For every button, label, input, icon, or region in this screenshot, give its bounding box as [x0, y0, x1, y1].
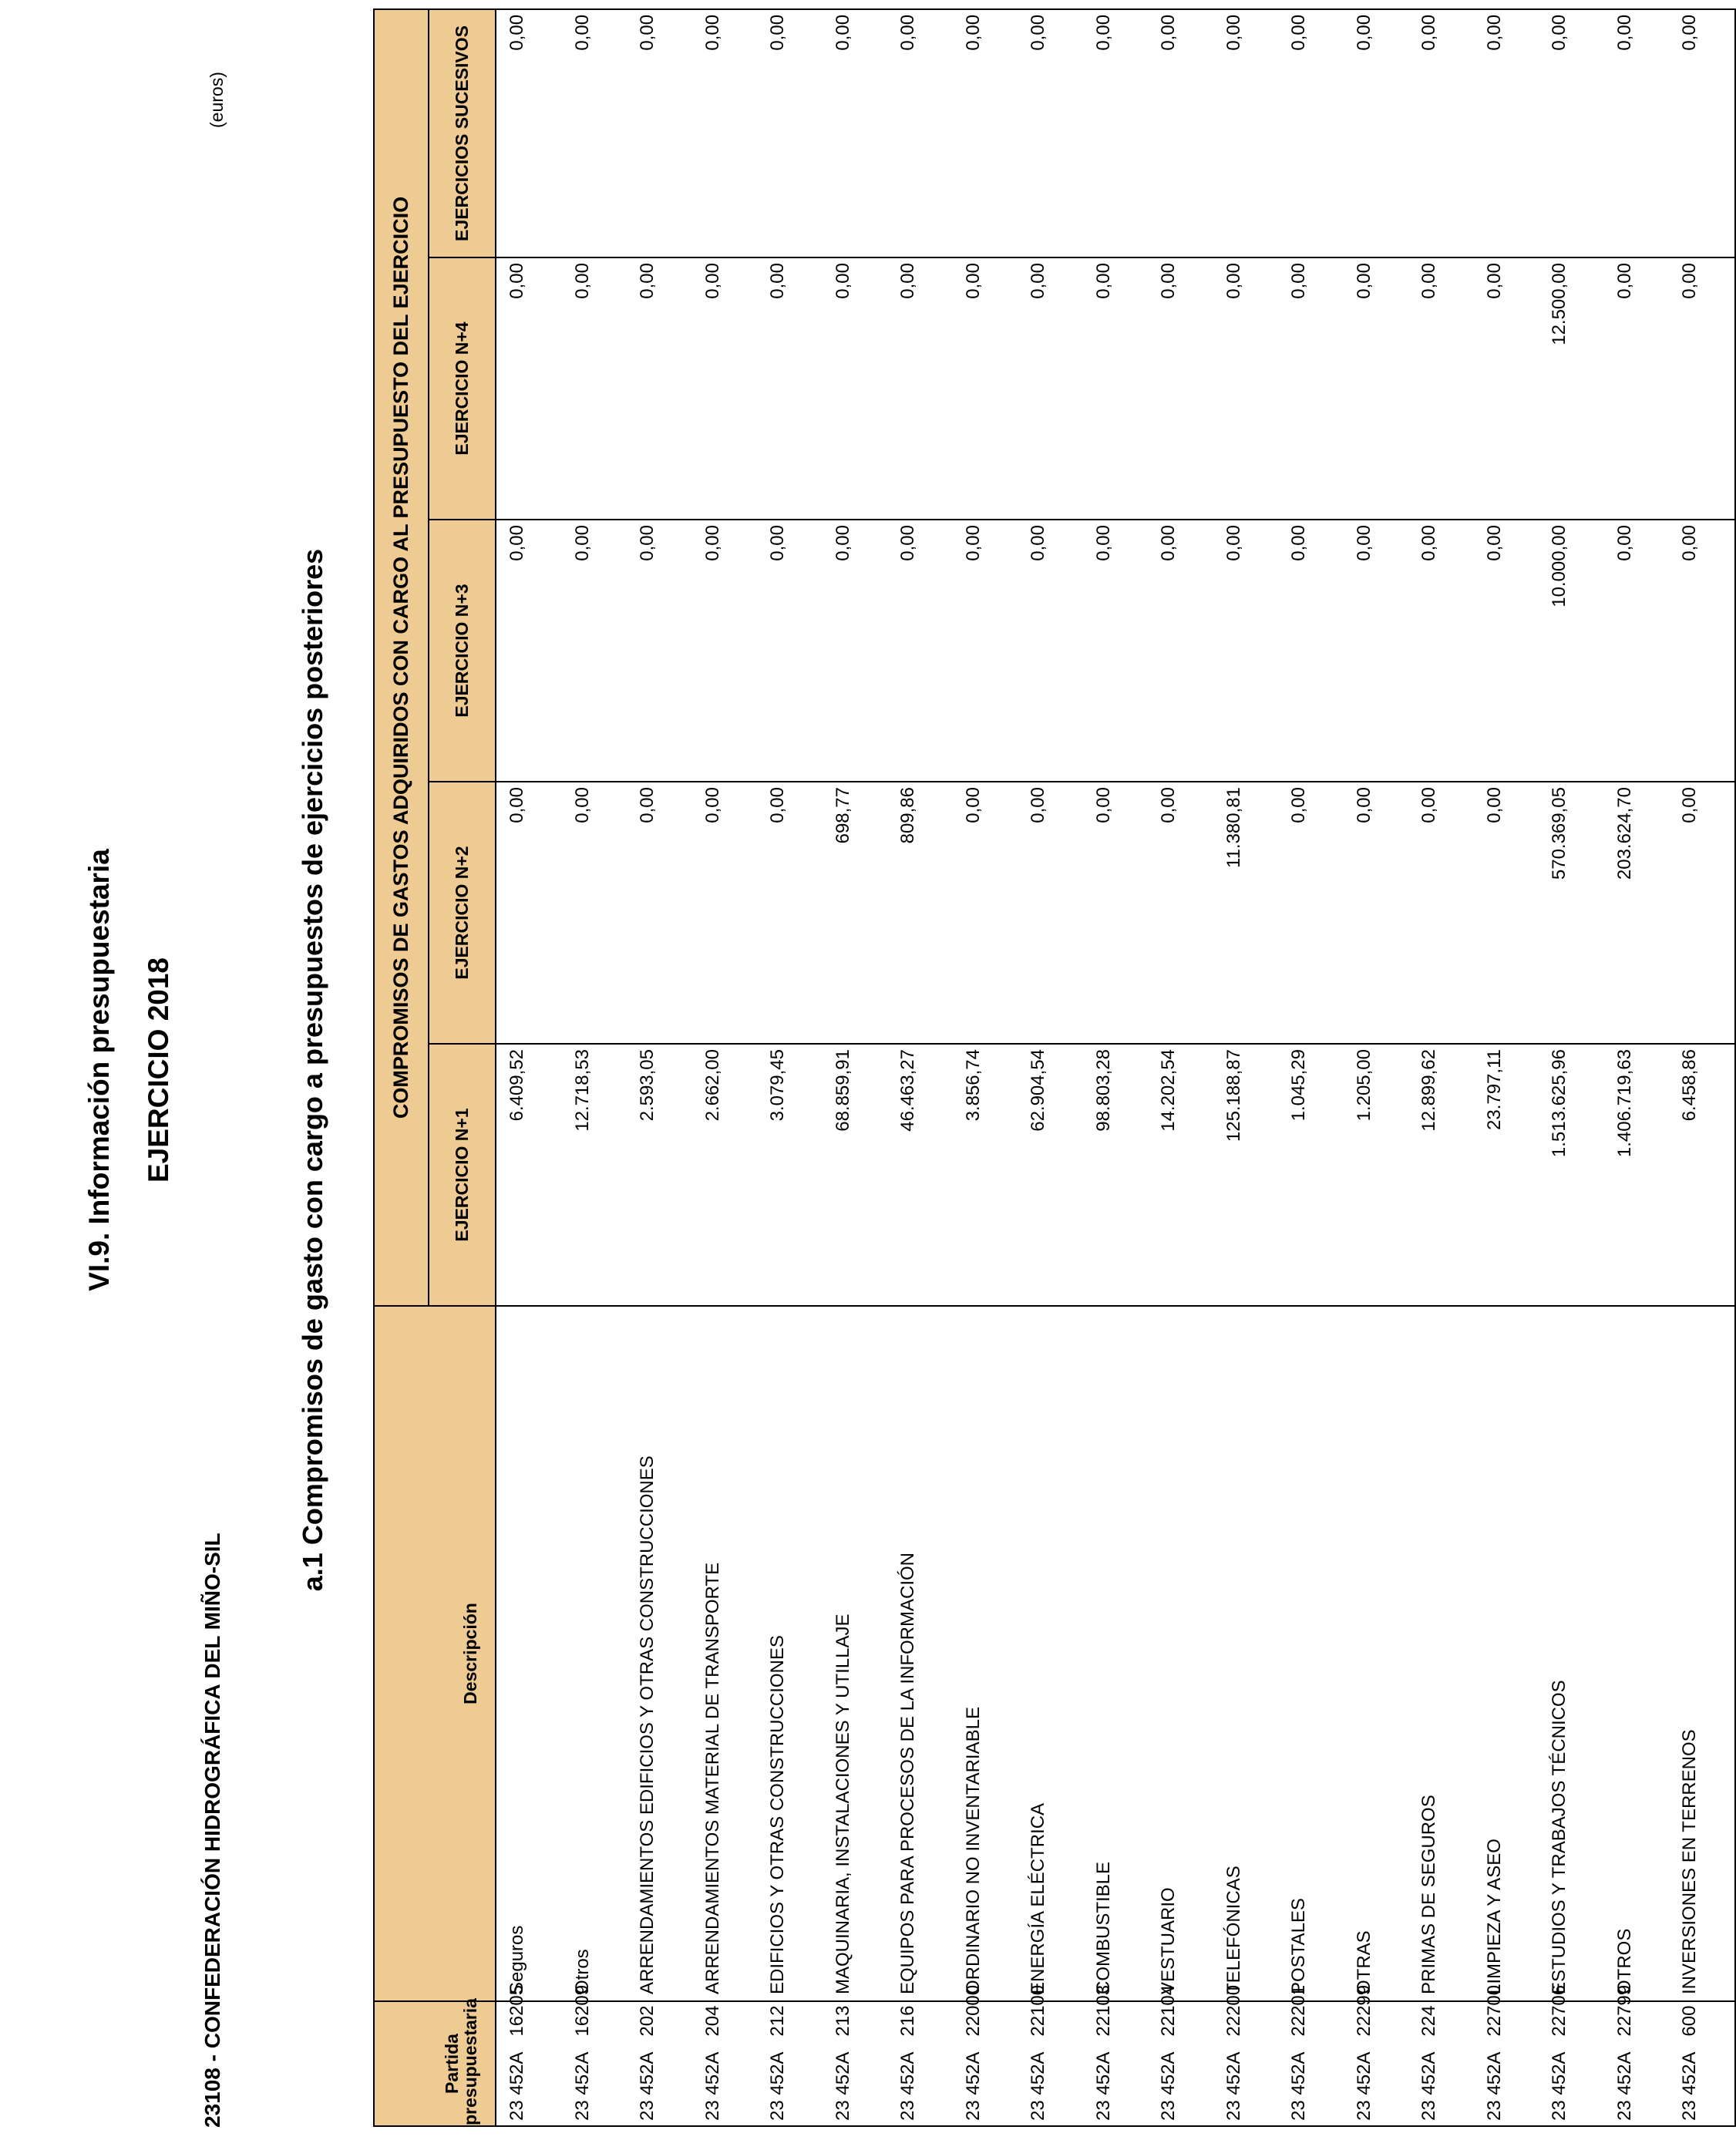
- partida-cell: [1669, 2001, 1735, 2126]
- partida-cell: [1213, 1984, 1279, 2126]
- partida-cell: [1278, 1984, 1344, 2126]
- organization-name: 23108 - CONFEDERACIÓN HIDROGRÁFICA DEL MIÑO-SIL: [200, 1533, 224, 2128]
- sucesivos-cell: 0,00: [1278, 9, 1344, 257]
- partida-cell: [1344, 1984, 1409, 2126]
- n1-cell: 68.859,91: [823, 1044, 888, 1306]
- organica-code: 23: [1028, 2100, 1048, 2121]
- sucesivos-cell: 0,00: [1018, 9, 1083, 257]
- n1-cell: 12.718,53: [562, 1044, 627, 1306]
- partida-cell: [1148, 1984, 1213, 2126]
- programa-code: 452A: [571, 2051, 593, 2095]
- programa-code: 452A: [1483, 2051, 1505, 2095]
- descripcion-cell: Otros: [562, 1306, 627, 2001]
- n3-header: EJERCICIO N+3: [429, 520, 496, 782]
- n3-cell: 0,00: [1213, 520, 1279, 782]
- n3-cell: 0,00: [1083, 520, 1149, 782]
- programa-code: 452A: [962, 2051, 984, 2095]
- concepto-code: 212: [767, 2005, 788, 2037]
- n4-cell: 0,00: [1474, 257, 1539, 520]
- programa-code: 452A: [506, 2051, 527, 2095]
- n1-cell: 1.513.625,96: [1539, 1044, 1604, 1306]
- descripcion-cell: ARRENDAMIENTOS MATERIAL DE TRANSPORTE: [692, 1306, 758, 2001]
- table-row: [1278, 9, 1344, 2126]
- descripcion-cell: ENERGÍA ELÉCTRICA: [1018, 1306, 1083, 2001]
- sucesivos-cell: 0,00: [1213, 9, 1279, 257]
- table-row: [1148, 9, 1213, 2126]
- n4-cell: 0,00: [823, 257, 888, 520]
- organica-code: 23: [1223, 2100, 1244, 2121]
- n1-cell: 3.856,74: [953, 1044, 1018, 1306]
- table-row: [1408, 9, 1474, 2126]
- partida-cell: [562, 1984, 627, 2126]
- n3-cell: 0,00: [1278, 520, 1344, 782]
- n4-header: EJERCICIO N+4: [429, 257, 496, 520]
- table-row: [1669, 9, 1735, 2126]
- n3-cell: 0,00: [823, 520, 888, 782]
- concepto-code: 600: [1679, 2005, 1700, 2037]
- n1-cell: 3.079,45: [757, 1044, 823, 1306]
- concepto-code: 22299: [1353, 1984, 1374, 2037]
- n2-cell: 0,00: [1408, 782, 1474, 1044]
- n3-cell: 0,00: [953, 520, 1018, 782]
- n4-cell: 0,00: [627, 257, 692, 520]
- n3-cell: 0,00: [1408, 520, 1474, 782]
- programa-code: 452A: [1028, 2051, 1048, 2095]
- partida-cell: [1083, 1984, 1149, 2126]
- n4-cell: 0,00: [1148, 257, 1213, 520]
- organica-code: 23: [1613, 2100, 1635, 2121]
- n3-cell: 0,00: [1474, 520, 1539, 782]
- sucesivos-cell: 0,00: [496, 9, 562, 257]
- n2-header: EJERCICIO N+2: [429, 782, 496, 1044]
- n4-cell: 0,00: [562, 257, 627, 520]
- n1-cell: 46.463,27: [887, 1044, 953, 1306]
- concepto-code: 22200: [1223, 1984, 1244, 2037]
- page-title: VI.9. Información presupuestaria: [83, 849, 115, 1291]
- descripcion-cell: INVERSIONES EN TERRENOS: [1669, 1306, 1735, 2001]
- table-row: [1018, 9, 1083, 2126]
- n2-cell: 0,00: [627, 782, 692, 1044]
- n1-cell: 2.593,05: [627, 1044, 692, 1306]
- programa-code: 452A: [1288, 2051, 1309, 2095]
- concepto-code: 216: [897, 2005, 918, 2037]
- descripcion-cell: OTROS: [1604, 1306, 1670, 2001]
- programa-code: 452A: [637, 2051, 658, 2095]
- concepto-code: 202: [637, 2005, 658, 2037]
- descripcion-cell: LIMPIEZA Y ASEO: [1474, 1306, 1539, 2001]
- descripcion-cell: PRIMAS DE SEGUROS: [1408, 1306, 1474, 2001]
- descripcion-cell: MAQUINARIA, INSTALACIONES Y UTILLAJE: [823, 1306, 888, 2001]
- concepto-code: 22104: [1158, 1984, 1179, 2037]
- descripcion-cell: EQUIPOS PARA PROCESOS DE LA INFORMACIÓN: [887, 1306, 953, 2001]
- table-row: [887, 9, 953, 2126]
- n1-header: EJERCICIO N+1: [429, 1044, 496, 1306]
- n4-cell: 0,00: [1213, 257, 1279, 520]
- sucesivos-cell: 0,00: [562, 9, 627, 257]
- organica-code: 23: [1418, 2100, 1439, 2121]
- descripcion-cell: POSTALES: [1278, 1306, 1344, 2001]
- n4-cell: 0,00: [1278, 257, 1344, 520]
- organica-code: 23: [1679, 2100, 1700, 2121]
- n2-cell: 0,00: [1344, 782, 1409, 1044]
- n1-cell: 1.406.719,63: [1604, 1044, 1670, 1306]
- n2-cell: 0,00: [953, 782, 1018, 1044]
- units-label: (euros): [207, 72, 227, 128]
- concepto-code: 22100: [1028, 1984, 1048, 2037]
- sucesivos-cell: 0,00: [627, 9, 692, 257]
- concepto-code: 22706: [1549, 1984, 1569, 2037]
- n1-cell: 6.458,86: [1669, 1044, 1735, 1306]
- partida-cell: [692, 2001, 758, 2126]
- table-row: [627, 9, 692, 2126]
- partida-cell: [496, 1984, 562, 2126]
- organica-code: 23: [767, 2100, 788, 2121]
- sucesivos-cell: 0,00: [692, 9, 758, 257]
- n2-cell: 0,00: [1669, 782, 1735, 1044]
- partida-cell: [1604, 1984, 1670, 2126]
- organica-code: 23: [1483, 2100, 1505, 2121]
- partida-cell: [1408, 2001, 1474, 2126]
- n1-cell: 2.662,00: [692, 1044, 758, 1306]
- n2-cell: 0,00: [757, 782, 823, 1044]
- commitments-group-header: COMPROMISOS DE GASTOS ADQUIRIDOS CON CARGO AL PRESUPUESTO DEL EJERCICIO: [374, 9, 429, 1306]
- n4-cell: 0,00: [757, 257, 823, 520]
- sucesivos-cell: 0,00: [1474, 9, 1539, 257]
- n1-cell: 12.899,62: [1408, 1044, 1474, 1306]
- programa-code: 452A: [767, 2051, 788, 2095]
- concepto-code: 22000: [962, 1984, 984, 2037]
- n3-cell: 0,00: [627, 520, 692, 782]
- table-row: [823, 9, 888, 2126]
- n4-cell: 0,00: [1669, 257, 1735, 520]
- organica-code: 23: [506, 2100, 527, 2121]
- n4-cell: 0,00: [692, 257, 758, 520]
- commitments-table: [373, 8, 1736, 2127]
- organica-code: 23: [571, 2100, 593, 2121]
- n4-cell: 0,00: [953, 257, 1018, 520]
- organica-code: 23: [637, 2100, 658, 2121]
- n2-cell: 0,00: [1278, 782, 1344, 1044]
- organica-code: 23: [1549, 2100, 1569, 2121]
- partida-cell: [887, 2001, 953, 2126]
- n4-cell: 0,00: [496, 257, 562, 520]
- concepto-code: 16205: [506, 1984, 527, 2037]
- sucesivos-cell: 0,00: [823, 9, 888, 257]
- n3-cell: 0,00: [1669, 520, 1735, 782]
- n3-cell: 0,00: [1604, 520, 1670, 782]
- n2-cell: 0,00: [496, 782, 562, 1044]
- programa-code: 452A: [1613, 2051, 1635, 2095]
- concepto-code: 22201: [1288, 1984, 1309, 2037]
- n4-cell: 0,00: [1018, 257, 1083, 520]
- n2-cell: 203.624,70: [1604, 782, 1670, 1044]
- descripcion-cell: Seguros: [496, 1306, 562, 2001]
- descripcion-cell: ARRENDAMIENTOS EDIFICIOS Y OTRAS CONSTRUCCIONES: [627, 1306, 692, 2001]
- sucesivos-cell: 0,00: [1539, 9, 1604, 257]
- n3-cell: 0,00: [1344, 520, 1409, 782]
- concepto-code: 224: [1418, 2005, 1439, 2037]
- n3-cell: 0,00: [757, 520, 823, 782]
- partida-cell: [823, 2001, 888, 2126]
- sucesivos-cell: 0,00: [1604, 9, 1670, 257]
- descripcion-cell: ESTUDIOS Y TRABAJOS TÉCNICOS: [1539, 1306, 1604, 2001]
- n1-cell: 125.188,87: [1213, 1044, 1279, 1306]
- n2-cell: 0,00: [1018, 782, 1083, 1044]
- n1-cell: 23.797,11: [1474, 1044, 1539, 1306]
- programa-code: 452A: [832, 2051, 853, 2095]
- programa-code: 452A: [1353, 2051, 1374, 2095]
- descripcion-cell: TELEFÓNICAS: [1213, 1306, 1279, 2001]
- programa-code: 452A: [1158, 2051, 1179, 2095]
- sucesivos-cell: 0,00: [953, 9, 1018, 257]
- sucesivos-cell: 0,00: [1669, 9, 1735, 257]
- programa-code: 452A: [1549, 2051, 1569, 2095]
- table-row: [757, 9, 823, 2126]
- n2-cell: 11.380,81: [1213, 782, 1279, 1044]
- descripcion-header: Descripción: [374, 1306, 496, 2001]
- n1-cell: 14.202,54: [1148, 1044, 1213, 1306]
- table-row: [496, 9, 562, 2126]
- concepto-code: 204: [701, 2005, 723, 2037]
- n3-cell: 0,00: [496, 520, 562, 782]
- organica-code: 23: [832, 2100, 853, 2121]
- sucesivos-cell: 0,00: [1083, 9, 1149, 257]
- table-row: [1604, 9, 1670, 2126]
- concepto-code: 22700: [1483, 1984, 1505, 2037]
- partida-cell: [757, 2001, 823, 2126]
- partida-cell: [1474, 1984, 1539, 2126]
- n2-cell: 0,00: [692, 782, 758, 1044]
- partida-cell: [627, 2001, 692, 2126]
- table-row: [953, 9, 1018, 2126]
- n1-cell: 98.803,28: [1083, 1044, 1149, 1306]
- concepto-code: 16209: [571, 1984, 593, 2037]
- organica-code: 23: [897, 2100, 918, 2121]
- n2-cell: 0,00: [1083, 782, 1149, 1044]
- n3-cell: 0,00: [562, 520, 627, 782]
- sucesivos-cell: 0,00: [1148, 9, 1213, 257]
- fiscal-year-title: EJERCICIO 2018: [143, 957, 174, 1183]
- organica-code: 23: [1288, 2100, 1309, 2121]
- n2-cell: 809,86: [887, 782, 953, 1044]
- concepto-code: 213: [832, 2005, 853, 2037]
- partida-cell: [1018, 1984, 1083, 2126]
- n3-cell: 10.000,00: [1539, 520, 1604, 782]
- concepto-code: 22103: [1092, 1984, 1114, 2037]
- n2-cell: 698,77: [823, 782, 888, 1044]
- descripcion-cell: OTRAS: [1344, 1306, 1409, 2001]
- programa-code: 452A: [897, 2051, 918, 2095]
- organica-code: 23: [962, 2100, 984, 2121]
- n1-cell: 62.904,54: [1018, 1044, 1083, 1306]
- n4-cell: 0,00: [1083, 257, 1149, 520]
- table-row: [1539, 9, 1604, 2126]
- programa-code: 452A: [701, 2051, 723, 2095]
- n1-cell: 1.205,00: [1344, 1044, 1409, 1306]
- section-title: a.1 Compromisos de gasto con cargo a presupuestos de ejercicios posteriores: [297, 548, 328, 1592]
- programa-code: 452A: [1679, 2051, 1700, 2095]
- n4-cell: 0,00: [1408, 257, 1474, 520]
- n4-cell: 0,00: [1344, 257, 1409, 520]
- organica-code: 23: [1092, 2100, 1114, 2121]
- organica-code: 23: [1158, 2100, 1179, 2121]
- descripcion-cell: VESTUARIO: [1148, 1306, 1213, 2001]
- n4-cell: 0,00: [887, 257, 953, 520]
- n3-cell: 0,00: [887, 520, 953, 782]
- partida-cell: [953, 1984, 1018, 2126]
- table-row: [562, 9, 627, 2126]
- concepto-code: 22799: [1613, 1984, 1635, 2037]
- descripcion-cell: COMBUSTIBLE: [1083, 1306, 1149, 2001]
- n2-cell: 0,00: [1474, 782, 1539, 1044]
- organica-code: 23: [1353, 2100, 1374, 2121]
- n1-cell: 6.409,52: [496, 1044, 562, 1306]
- organica-code: 23: [701, 2100, 723, 2121]
- sucesivos-cell: 0,00: [1408, 9, 1474, 257]
- n2-cell: 0,00: [1148, 782, 1213, 1044]
- programa-code: 452A: [1223, 2051, 1244, 2095]
- table-row: [1083, 9, 1149, 2126]
- partida-header: Partida presupuestaria: [374, 2001, 496, 2126]
- sucesivos-cell: 0,00: [1344, 9, 1409, 257]
- descripcion-cell: EDIFICIOS Y OTRAS CONSTRUCCIONES: [757, 1306, 823, 2001]
- partida-cell: [1539, 1984, 1604, 2126]
- table-row: [1474, 9, 1539, 2126]
- n3-cell: 0,00: [1148, 520, 1213, 782]
- n2-cell: 570.369,05: [1539, 782, 1604, 1044]
- table-row: [1344, 9, 1409, 2126]
- n4-cell: 12.500,00: [1539, 257, 1604, 520]
- table-row: [1213, 9, 1279, 2126]
- programa-code: 452A: [1418, 2051, 1439, 2095]
- sucesivos-cell: 0,00: [887, 9, 953, 257]
- n1-cell: 1.045,29: [1278, 1044, 1344, 1306]
- sucesivos-header: EJERCICIOS SUCESIVOS: [429, 9, 496, 257]
- n3-cell: 0,00: [692, 520, 758, 782]
- n2-cell: 0,00: [562, 782, 627, 1044]
- n3-cell: 0,00: [1018, 520, 1083, 782]
- n4-cell: 0,00: [1604, 257, 1670, 520]
- programa-code: 452A: [1092, 2051, 1114, 2095]
- table-row: [692, 9, 758, 2126]
- descripcion-cell: ORDINARIO NO INVENTARIABLE: [953, 1306, 1018, 2001]
- sucesivos-cell: 0,00: [757, 9, 823, 257]
